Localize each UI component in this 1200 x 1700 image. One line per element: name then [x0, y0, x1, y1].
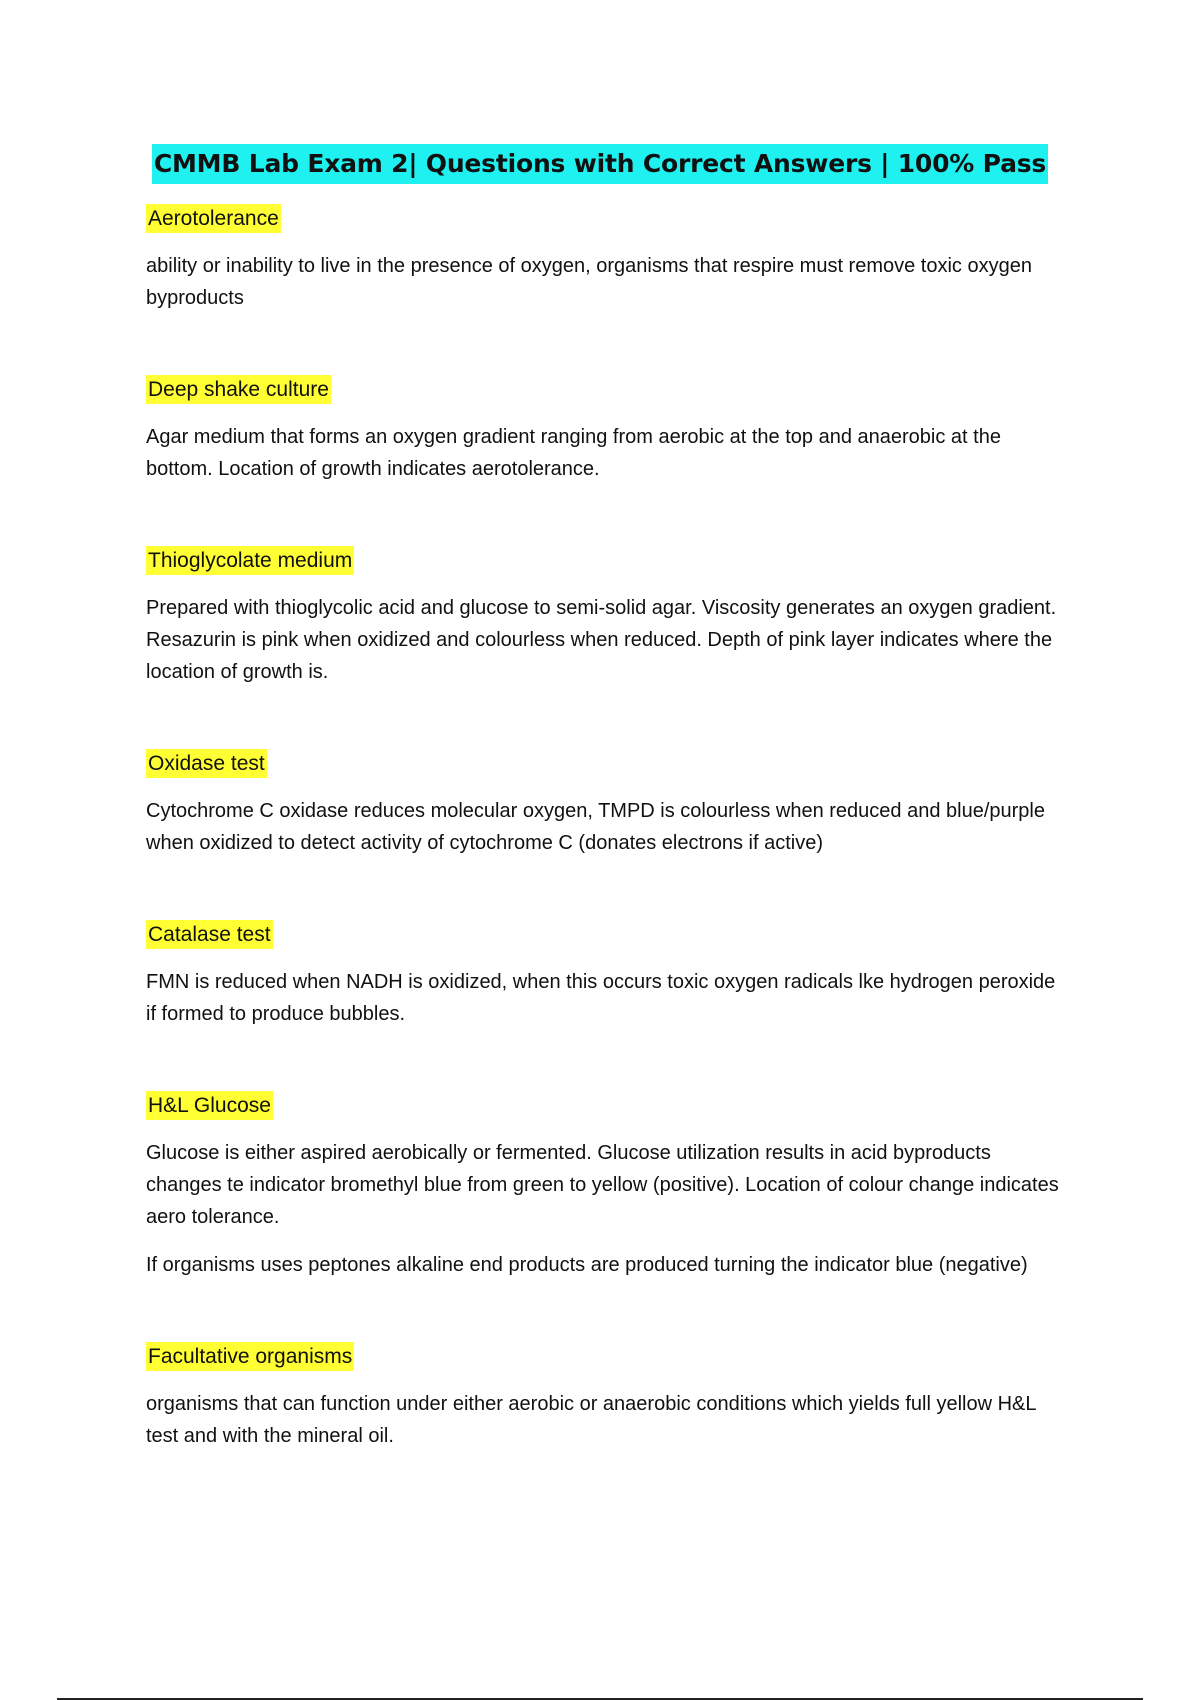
definition-text: Agar medium that forms an oxygen gradient ranging from aerobic at the top and anaerobic at the bottom. Location of growth indicates aerotolerance. [146, 426, 1001, 480]
term-label: H&L Glucose [146, 1091, 273, 1120]
term-label: Catalase test [146, 920, 273, 949]
definition-text: organisms that can function under either aerobic or anaerobic conditions which yields full yellow H&L test and with the mineral oil. [146, 1393, 1036, 1447]
flashcard-list [146, 204, 1066, 1452]
term-label: Thioglycolate medium [146, 546, 354, 575]
term-label: Deep shake culture [146, 375, 331, 404]
definition-text: ability or inability to live in the presence of oxygen, organisms that respire must remove toxic oxygen byproducts [146, 255, 1032, 309]
entry-deep-shake-culture [146, 375, 1066, 485]
definition-text: FMN is reduced when NADH is oxidized, when this occurs toxic oxygen radicals lke hydrogen peroxide if formed to produce bubbles. [146, 971, 1056, 1025]
entry-hl-glucose [146, 1091, 1066, 1281]
document-title: CMMB Lab Exam 2| Questions with Correct Answers | 100% Pass [152, 144, 1048, 184]
definition-text-secondary: If organisms uses peptones alkaline end products are produced turning the indicator blue (negative) [146, 1254, 1028, 1276]
term-label: Facultative organisms [146, 1342, 354, 1371]
definition-text: Prepared with thioglycolic acid and glucose to semi-solid agar. Viscosity generates an oxygen gradient. Resazurin is pink when oxidized and colourless when reduced. Depth of pink layer indicates where the location of growth is. [146, 597, 1057, 683]
term-label: Aerotolerance [146, 204, 281, 233]
entry-thioglycolate-medium [146, 546, 1066, 688]
entry-aerotolerance [146, 204, 1066, 314]
entry-facultative-organisms [146, 1342, 1066, 1452]
term-label: Oxidase test [146, 749, 267, 778]
entry-catalase-test [146, 920, 1066, 1030]
entry-oxidase-test [146, 749, 1066, 859]
title-container [0, 144, 1200, 184]
definition-text: Glucose is either aspired aerobically or fermented. Glucose utilization results in acid byproducts changes te indicator bromethyl blue from green to yellow (positive). Location of colour change indicates aero tolerance. [146, 1142, 1059, 1228]
definition-text: Cytochrome C oxidase reduces molecular oxygen, TMPD is colourless when reduced and blue/purple when oxidized to detect activity of cytochrome C (donates electrons if active) [146, 800, 1045, 854]
